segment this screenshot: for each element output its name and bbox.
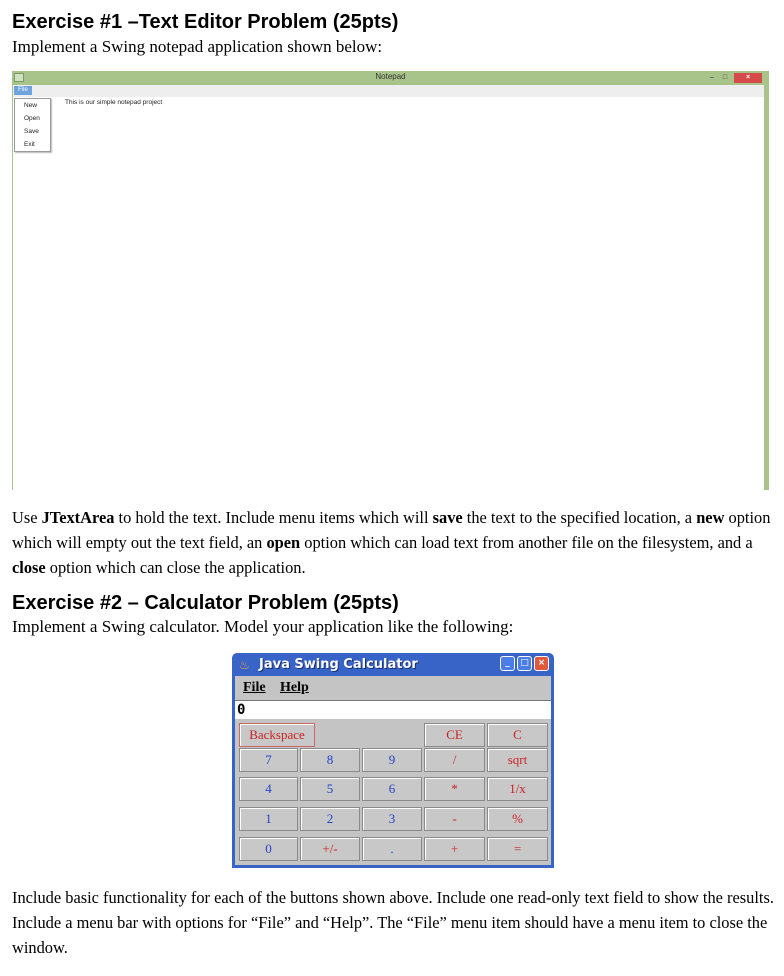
calculator-menubar: [235, 676, 551, 698]
menu-item-save[interactable]: Save: [24, 128, 39, 135]
exercise2-heading: Exercise #2 – Calculator Problem (25pts): [12, 592, 399, 614]
key-7[interactable]: 7: [239, 748, 298, 772]
calculator-title: Java Swing Calculator: [259, 657, 418, 672]
divide-button[interactable]: /: [424, 748, 485, 772]
ce-button[interactable]: CE: [424, 723, 485, 747]
exercise2-subheading: Implement a Swing calculator. Model your application like the following:: [12, 617, 514, 636]
notepad-text-area[interactable]: [13, 85, 764, 490]
close-icon[interactable]: ×: [534, 656, 549, 671]
java-icon: ♨: [239, 658, 250, 672]
calculator-window: [232, 653, 554, 868]
menu-help[interactable]: Help: [280, 680, 309, 695]
notepad-title: Notepad: [375, 72, 406, 81]
exercise1-heading: Exercise #1 –Text Editor Problem (25pts): [12, 11, 399, 33]
add-button[interactable]: +: [424, 837, 485, 861]
c-button[interactable]: C: [487, 723, 548, 747]
equals-button[interactable]: =: [487, 837, 548, 861]
backspace-button[interactable]: Backspace: [239, 723, 315, 747]
exercise1-description: Use JTextArea to hold the text. Include menu items which will save the text to the specified location, a new option which will empty out the text field, an open option which can load text from another file on the filesystem, and a close option which can close the application.: [12, 508, 771, 577]
minimize-icon[interactable]: –: [710, 74, 714, 81]
reciprocal-button[interactable]: 1/x: [487, 777, 548, 801]
maximize-icon[interactable]: □: [517, 656, 532, 671]
menu-item-exit[interactable]: Exit: [24, 141, 35, 148]
file-dropdown-menu: [14, 98, 51, 152]
key-3[interactable]: 3: [362, 807, 422, 831]
key-2[interactable]: 2: [300, 807, 360, 831]
key-0[interactable]: 0: [239, 837, 298, 861]
key-1[interactable]: 1: [239, 807, 298, 831]
decimal-point-button[interactable]: .: [362, 837, 422, 861]
exercise2-description: Include basic functionality for each of the buttons shown above. Include one read-only text field to show the results. Include a menu bar with options for “File” and “Help”. The “File” menu item should have a menu item to close the window.: [12, 888, 774, 957]
negate-button[interactable]: +/-: [300, 837, 360, 861]
notepad-window: [12, 71, 769, 490]
exercise1-subheading: Implement a Swing notepad application shown below:: [12, 37, 383, 56]
notepad-titlebar[interactable]: [12, 71, 769, 85]
sqrt-button[interactable]: sqrt: [487, 748, 548, 772]
key-4[interactable]: 4: [239, 777, 298, 801]
percent-button[interactable]: %: [487, 807, 548, 831]
key-8[interactable]: 8: [300, 748, 360, 772]
subtract-button[interactable]: -: [424, 807, 485, 831]
calculator-body: [235, 676, 551, 865]
menu-file[interactable]: File: [14, 86, 32, 95]
key-5[interactable]: 5: [300, 777, 360, 801]
menu-file[interactable]: File: [243, 680, 266, 695]
maximize-icon[interactable]: □: [722, 74, 728, 81]
notepad-text-content: This is our simple notepad project: [65, 99, 163, 106]
key-6[interactable]: 6: [362, 777, 422, 801]
notepad-menubar: [13, 85, 764, 97]
menu-item-open[interactable]: Open: [24, 115, 40, 122]
menu-item-new[interactable]: New: [24, 102, 38, 109]
key-9[interactable]: 9: [362, 748, 422, 772]
close-icon[interactable]: ×: [734, 73, 762, 83]
minimize-icon[interactable]: _: [500, 656, 515, 671]
multiply-button[interactable]: *: [424, 777, 485, 801]
result-display: 0: [235, 700, 551, 719]
